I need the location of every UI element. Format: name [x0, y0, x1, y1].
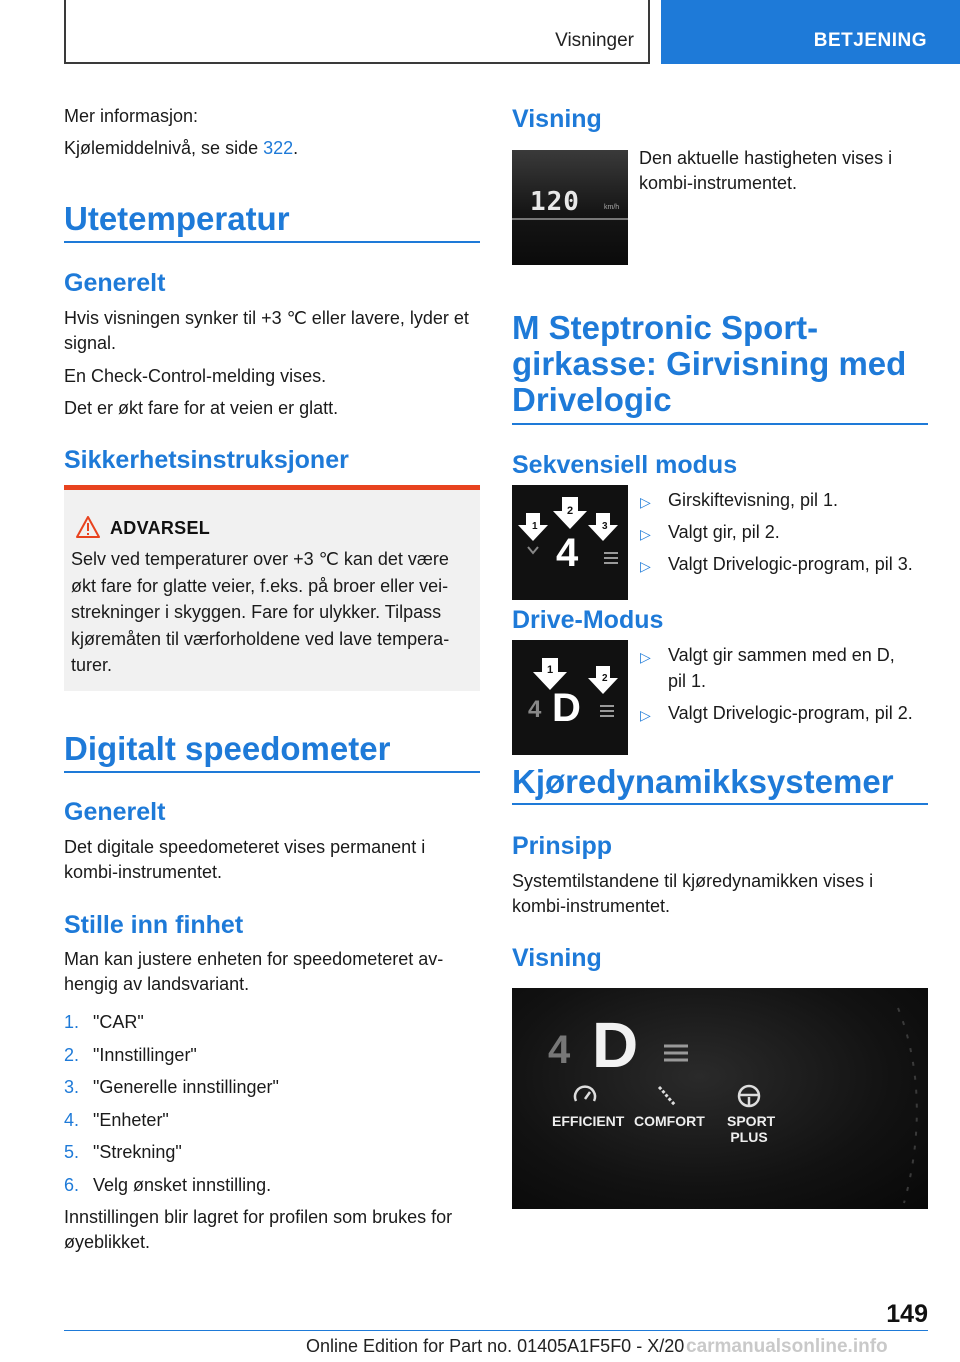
coolant-reference — [64, 136, 480, 161]
sequential-mode-image — [512, 485, 628, 600]
gear-small-value: 4 — [528, 696, 542, 723]
speed-unit: km/h — [604, 204, 620, 211]
steering-wheel-icon — [736, 1083, 762, 1109]
speedo-paragraph-1: Det digitale speedometeret vises permanent i kombi-instrumentet. — [64, 837, 426, 882]
list-item — [64, 1140, 480, 1173]
subheading-prinsipp: Prinsipp — [512, 832, 613, 860]
step-text: Velg ønsket innstilling. — [93, 1174, 272, 1195]
bullet-text: Girskiftevisning, pil 1. — [668, 490, 839, 510]
subheading-generelt: Generelt — [64, 798, 166, 826]
header-section-title: Visninger — [555, 30, 634, 51]
step-text: "CAR" — [93, 1012, 144, 1032]
speedo-paragraph-3: Innstillingen blir lagret for profilen som brukes for øyeblikket. — [64, 1207, 453, 1252]
mode-label-sport-plus: SPORT PLUS — [727, 1113, 776, 1145]
drive-mode-image — [512, 640, 628, 755]
section-title-kjoredynamikk: Kjøredynamikksystemer — [512, 763, 894, 800]
mode-label-efficient: EFFICIENT — [552, 1113, 625, 1129]
bullet-text: Valgt gir sammen med en D, — [668, 645, 895, 665]
step-number: 3. — [64, 1077, 80, 1097]
step-number: 6. — [64, 1174, 80, 1195]
list-item — [64, 1075, 480, 1108]
triangle-bullet-icon: ▷ — [640, 558, 651, 574]
header-chapter-tab — [661, 0, 960, 64]
utetemp-paragraph-3: Det er økt fare for at veien er glatt. — [64, 398, 339, 418]
gauge-icon — [572, 1083, 598, 1109]
arrow-label-1: 1 — [547, 664, 554, 676]
subheading-sikkerhet: Sikkerhetsinstruksjoner — [64, 446, 349, 474]
list-item — [64, 1173, 480, 1206]
header-section-tab — [64, 0, 650, 64]
section-title-speedometer: Digitalt speedometer — [64, 730, 391, 767]
triangle-bullet-icon: ▷ — [640, 707, 651, 723]
kjoredyn-paragraph: Systemtilstandene til kjøredynamikken vises i kombi-instrumentet. — [512, 871, 874, 916]
mode-label-comfort: COMFORT — [634, 1113, 705, 1129]
page-number: 149 — [886, 1300, 928, 1328]
utetemp-paragraph-1: Hvis visningen synker til +3 ℃ eller lavere, lyder et signal. — [64, 308, 469, 353]
section-rule — [512, 423, 928, 425]
section-title-steptronic: M Steptronic Sportgirkasse: Girvisning med Drivelogic — [512, 309, 907, 418]
triangle-bullet-icon: ▷ — [640, 526, 651, 542]
warning-box — [64, 485, 480, 691]
speed-value: 120 — [530, 187, 580, 217]
subheading-drive-modus: Drive-Modus — [512, 606, 664, 634]
coolant-reference-end: . — [293, 138, 299, 158]
warning-title: ADVARSEL — [110, 518, 211, 538]
step-number: 2. — [64, 1044, 80, 1065]
step-text: "Innstillinger" — [93, 1044, 197, 1065]
arrow-label-3: 3 — [602, 521, 608, 532]
step-text: "Enheter" — [93, 1109, 169, 1130]
edition-text: Online Edition for Part no. 01405A1F5F0 - X/20 — [306, 1336, 685, 1356]
drive-modes-display-image — [512, 988, 928, 1209]
warning-text: Selv ved temperaturer over +3 ℃ kan det være økt fare for glatte veier, f.eks. på broer eller veistrekninger i skyggen. Fare for ulykker. Tilpass kjøremåten til værforholdene ved lave temperaturer. — [71, 549, 450, 675]
step-number: 1. — [64, 1012, 80, 1032]
display-gear: D — [592, 1009, 639, 1081]
coolant-reference-text: Kjølemiddelnivå, se side — [64, 138, 264, 158]
subheading-generelt: Generelt — [64, 269, 166, 297]
more-info-label: Mer informasjon: — [64, 106, 199, 126]
settings-steps-list — [64, 1010, 480, 1205]
footer-rule — [64, 1330, 928, 1331]
section-rule — [64, 771, 480, 773]
drive-gear-value: D — [552, 686, 581, 730]
subheading-visning: Visning — [512, 944, 602, 972]
list-item — [64, 1108, 480, 1141]
gear-value: 4 — [556, 531, 579, 575]
visning-description: Den aktuelle hastigheten vises i kombi-instrumentet. — [639, 148, 893, 193]
dial-arc-ticks — [892, 988, 928, 1209]
section-title-utetemperatur: Utetemperatur — [64, 200, 290, 237]
step-text: "Strekning" — [93, 1142, 182, 1162]
watermark: carmanualsonline.info — [686, 1336, 888, 1357]
subheading-stille-inn: Stille inn finhet — [64, 911, 244, 939]
bullet-text: pil 1. — [668, 671, 707, 691]
header-chapter-title: BETJENING — [813, 30, 927, 51]
subheading-sekvensiell: Sekvensiell modus — [512, 451, 738, 479]
subheading-visning: Visning — [512, 105, 602, 133]
warning-triangle-icon — [76, 516, 100, 538]
display-line — [512, 218, 628, 220]
step-number: 4. — [64, 1109, 80, 1130]
comfort-icon — [655, 1083, 681, 1109]
list-item — [64, 1010, 480, 1043]
speedo-paragraph-2: Man kan justere enheten for speedometeret avhengig av landsvariant. — [64, 949, 444, 994]
display-gear-small: 4 — [548, 1028, 571, 1072]
section-rule — [64, 241, 480, 243]
bullet-text: Valgt gir, pil 2. — [668, 522, 780, 542]
triangle-bullet-icon: ▷ — [640, 649, 651, 665]
bullet-text: Valgt Drivelogic-program, pil 3. — [668, 554, 913, 574]
list-item — [64, 1043, 480, 1076]
utetemp-paragraph-2: En Check-Control-melding vises. — [64, 366, 327, 386]
section-rule — [512, 803, 928, 805]
coolant-page-link[interactable]: 322 — [263, 138, 294, 158]
arrow-label-2: 2 — [602, 673, 608, 684]
triangle-bullet-icon: ▷ — [640, 494, 651, 510]
speedometer-display-image — [512, 150, 628, 265]
step-text: "Generelle innstillinger" — [93, 1077, 279, 1097]
drivelogic-bars-icon — [662, 1038, 692, 1068]
arrow-label-2: 2 — [567, 505, 574, 517]
bullet-text: Valgt Drivelogic-program, pil 2. — [668, 703, 913, 723]
step-number: 5. — [64, 1142, 80, 1162]
arrow-label-1: 1 — [532, 521, 538, 532]
